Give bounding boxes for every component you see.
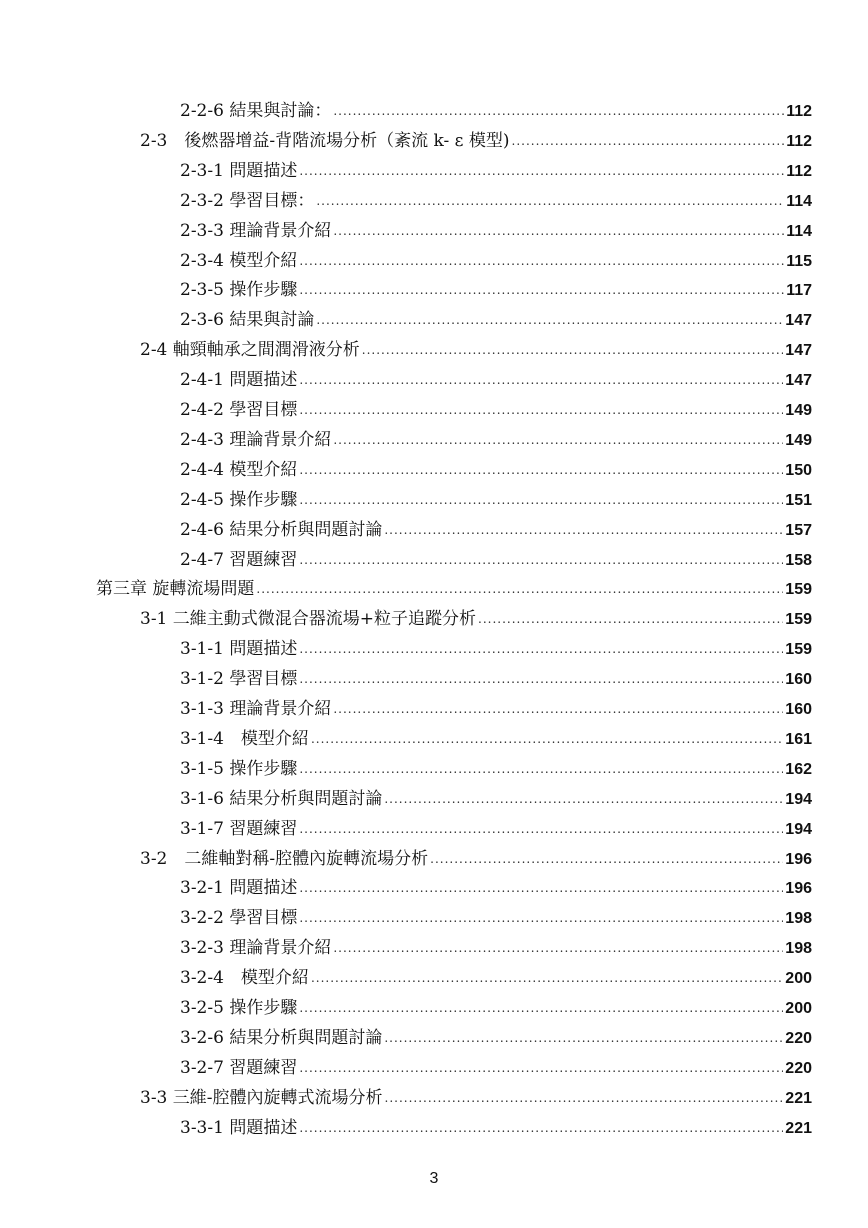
toc-entry-title: 3-3 三維-腔體內旋轉式流場分析: [140, 1087, 383, 1108]
toc-dot-leader: [384, 790, 783, 808]
toc-entry-page: 149: [785, 402, 812, 419]
toc-entry: [180, 515, 812, 541]
toc-entry: [180, 395, 812, 421]
toc-entry-page: 200: [785, 1000, 812, 1017]
toc-entry-page: 200: [785, 970, 812, 988]
toc-entry: [140, 604, 812, 630]
toc-entry-page: 221: [785, 1089, 812, 1107]
toc-entry-page: 114: [786, 222, 812, 240]
toc-entry-page: 221: [785, 1119, 812, 1137]
toc-entry: [180, 664, 812, 690]
toc-entry-title: 2-2-6 結果與討論：: [180, 101, 332, 121]
toc-entry-title: 3-1-6 結果分析與問題討論: [180, 788, 383, 809]
toc-entry: [180, 485, 812, 511]
toc-entry-title: 3-2-7 習題練習: [180, 1057, 298, 1078]
toc-entry-page: 159: [785, 641, 812, 659]
toc-dot-leader: [512, 132, 785, 150]
toc-entry-page: 151: [785, 491, 812, 509]
toc-entry-title: 3-2-1 問題描述: [180, 878, 298, 899]
toc-entry: [140, 335, 812, 361]
toc-entry: [180, 246, 812, 272]
toc-entry: [180, 1113, 812, 1139]
toc-dot-leader: [333, 102, 784, 120]
toc-entry-title: 3-1-1 問題描述: [180, 639, 298, 660]
toc-dot-leader: [299, 640, 783, 658]
toc-entry-title: 3-2-4 模型介紹: [180, 968, 309, 989]
toc-dot-leader: [333, 939, 783, 957]
toc-entry: [180, 724, 812, 750]
toc-entry: [180, 754, 812, 780]
toc-dot-leader: [299, 162, 784, 180]
toc-entry-page: 159: [785, 611, 812, 629]
toc-dot-leader: [299, 909, 783, 927]
toc-entry: [180, 814, 812, 840]
toc-entry: [180, 425, 812, 451]
toc-dot-leader: [384, 521, 783, 539]
toc-dot-leader: [362, 341, 784, 359]
toc-entry-title: 3-2-3 理論背景介紹: [180, 938, 332, 959]
toc-entry-title: 3-1-5 操作步驟: [180, 758, 298, 779]
toc-dot-leader: [333, 700, 783, 718]
toc-entry: [180, 1023, 812, 1049]
toc-entry: [180, 305, 812, 331]
toc-entry-page: 160: [785, 671, 812, 689]
toc-dot-leader: [311, 730, 783, 748]
toc-dot-leader: [299, 999, 783, 1017]
toc-entry-title: 3-2-2 學習目標: [180, 908, 298, 929]
toc-entry-page: 196: [785, 850, 812, 868]
toc-entry-title: 2-4-1 問題描述: [180, 370, 298, 391]
toc-entry-title: 2-3 後燃器增益-背階流場分析（紊流 k- ε 模型): [140, 130, 510, 151]
toc-dot-leader: [299, 252, 784, 270]
toc-entry-page: 220: [785, 1029, 812, 1047]
toc-entry-page: 115: [786, 252, 812, 270]
toc-entry: [180, 963, 812, 989]
toc-entry-page: 112: [786, 132, 812, 150]
toc-entry-page: 150: [785, 461, 812, 479]
toc-entry-page: 147: [785, 342, 812, 360]
toc-entry-title: 第三章 旋轉流場問題: [96, 579, 255, 600]
toc-entry-title: 2-3-3 理論背景介紹: [180, 220, 332, 241]
toc-entry: [180, 873, 812, 899]
toc-entry-page: 149: [785, 431, 812, 449]
toc-dot-leader: [299, 461, 783, 479]
toc-entry-page: 114: [786, 192, 812, 210]
toc-entry-page: 112: [786, 162, 812, 180]
toc-entry: [96, 574, 812, 600]
toc-entry-page: 194: [785, 790, 812, 808]
toc-entry-title: 3-2-6 結果分析與問題討論: [180, 1027, 383, 1048]
toc-dot-leader: [316, 311, 783, 329]
toc-dot-leader: [478, 610, 783, 628]
toc-entry-title: 2-4 軸頸軸承之間潤滑液分析: [140, 340, 360, 361]
toc-entry-page: 147: [785, 312, 812, 330]
toc-dot-leader: [299, 1119, 783, 1137]
toc-entry: [180, 545, 812, 571]
toc-entry-title: 2-3-6 結果與討論: [180, 310, 315, 331]
toc-dot-leader: [256, 580, 783, 598]
toc-entry: [180, 784, 812, 810]
toc-entry: [180, 275, 812, 301]
toc-entry-page: 198: [785, 940, 812, 958]
toc-dot-leader: [299, 401, 783, 419]
toc-dot-leader: [299, 879, 783, 897]
toc-entry-page: 220: [785, 1059, 812, 1077]
toc-entry-page: 159: [785, 581, 812, 599]
toc-dot-leader: [299, 670, 783, 688]
toc-entry-title: 2-4-5 操作步驟: [180, 489, 298, 510]
toc-entry-title: 2-4-7 習題練習: [180, 549, 298, 570]
toc-entry-title: 3-1-4 模型介紹: [180, 728, 309, 749]
toc-dot-leader: [333, 431, 783, 449]
toc-entry-title: 2-3-2 學習目標：: [180, 190, 315, 211]
toc-dot-leader: [384, 1029, 783, 1047]
toc-entry-page: 162: [785, 760, 812, 778]
toc-entry-title: 2-4-3 理論背景介紹: [180, 429, 332, 450]
toc-entry-title: 2-3-1 問題描述: [180, 160, 298, 181]
toc-entry: [180, 455, 812, 481]
toc-entry: [180, 694, 812, 720]
toc-dot-leader: [311, 969, 783, 987]
toc-entry-title: 3-1-2 學習目標: [180, 669, 298, 690]
page-number: 3: [429, 1170, 439, 1187]
toc-dot-leader: [299, 281, 784, 299]
toc-entry-page: 157: [785, 521, 812, 539]
toc-entry-title: 2-4-2 學習目標: [180, 400, 298, 420]
toc-entry-title: 2-4-4 模型介紹: [180, 459, 298, 480]
toc-dot-leader: [299, 1059, 783, 1077]
toc-entry-page: 117: [786, 282, 812, 300]
toc-dot-leader: [299, 760, 783, 778]
toc-entry: [180, 156, 812, 182]
toc-dot-leader: [299, 551, 783, 569]
toc-entry-title: 3-2-5 操作步驟: [180, 998, 298, 1018]
toc-entry: [180, 1053, 812, 1079]
toc-dot-leader: [299, 491, 783, 509]
toc-dot-leader: [299, 820, 783, 838]
toc-dot-leader: [299, 371, 783, 389]
toc-dot-leader: [316, 192, 784, 210]
toc-dot-leader: [333, 222, 784, 240]
toc-entry-title: 3-1 二維主動式微混合器流場+粒子追蹤分析: [140, 609, 477, 630]
toc-entry-page: 198: [785, 910, 812, 928]
toc-entry-title: 3-2 二維軸對稱-腔體內旋轉流場分析: [140, 848, 429, 869]
toc-entry: [180, 903, 812, 929]
toc-entry: [180, 96, 812, 122]
toc-dot-leader: [430, 850, 783, 868]
toc-entry: [180, 933, 812, 959]
toc-entry-page: 112: [786, 103, 812, 120]
toc-entry-title: 2-3-4 模型介紹: [180, 250, 298, 271]
toc-entry: [140, 1083, 812, 1109]
toc-dot-leader: [385, 1089, 784, 1107]
toc-entry: [180, 634, 812, 660]
toc-entry-title: 2-3-5 操作步驟: [180, 280, 298, 301]
toc-entry: [180, 186, 812, 212]
toc-entry-page: 196: [785, 880, 812, 898]
toc-entry: [180, 365, 812, 391]
toc-entry-page: 147: [785, 372, 812, 390]
toc-entry: [140, 126, 812, 152]
toc-entry-page: 158: [785, 551, 812, 569]
toc-entry-title: 3-3-1 問題描述: [180, 1117, 298, 1138]
toc-entry-page: 194: [785, 820, 812, 838]
toc-entry-title: 3-1-7 習題練習: [180, 818, 298, 839]
toc-entry: [180, 993, 812, 1019]
toc-entry: [180, 216, 812, 242]
toc-entry-page: 161: [785, 730, 812, 748]
toc-entry-page: 160: [785, 701, 812, 718]
toc-entry: [140, 844, 812, 870]
toc-entry-title: 2-4-6 結果分析與問題討論: [180, 519, 383, 540]
toc-entry-title: 3-1-3 理論背景介紹: [180, 699, 332, 719]
